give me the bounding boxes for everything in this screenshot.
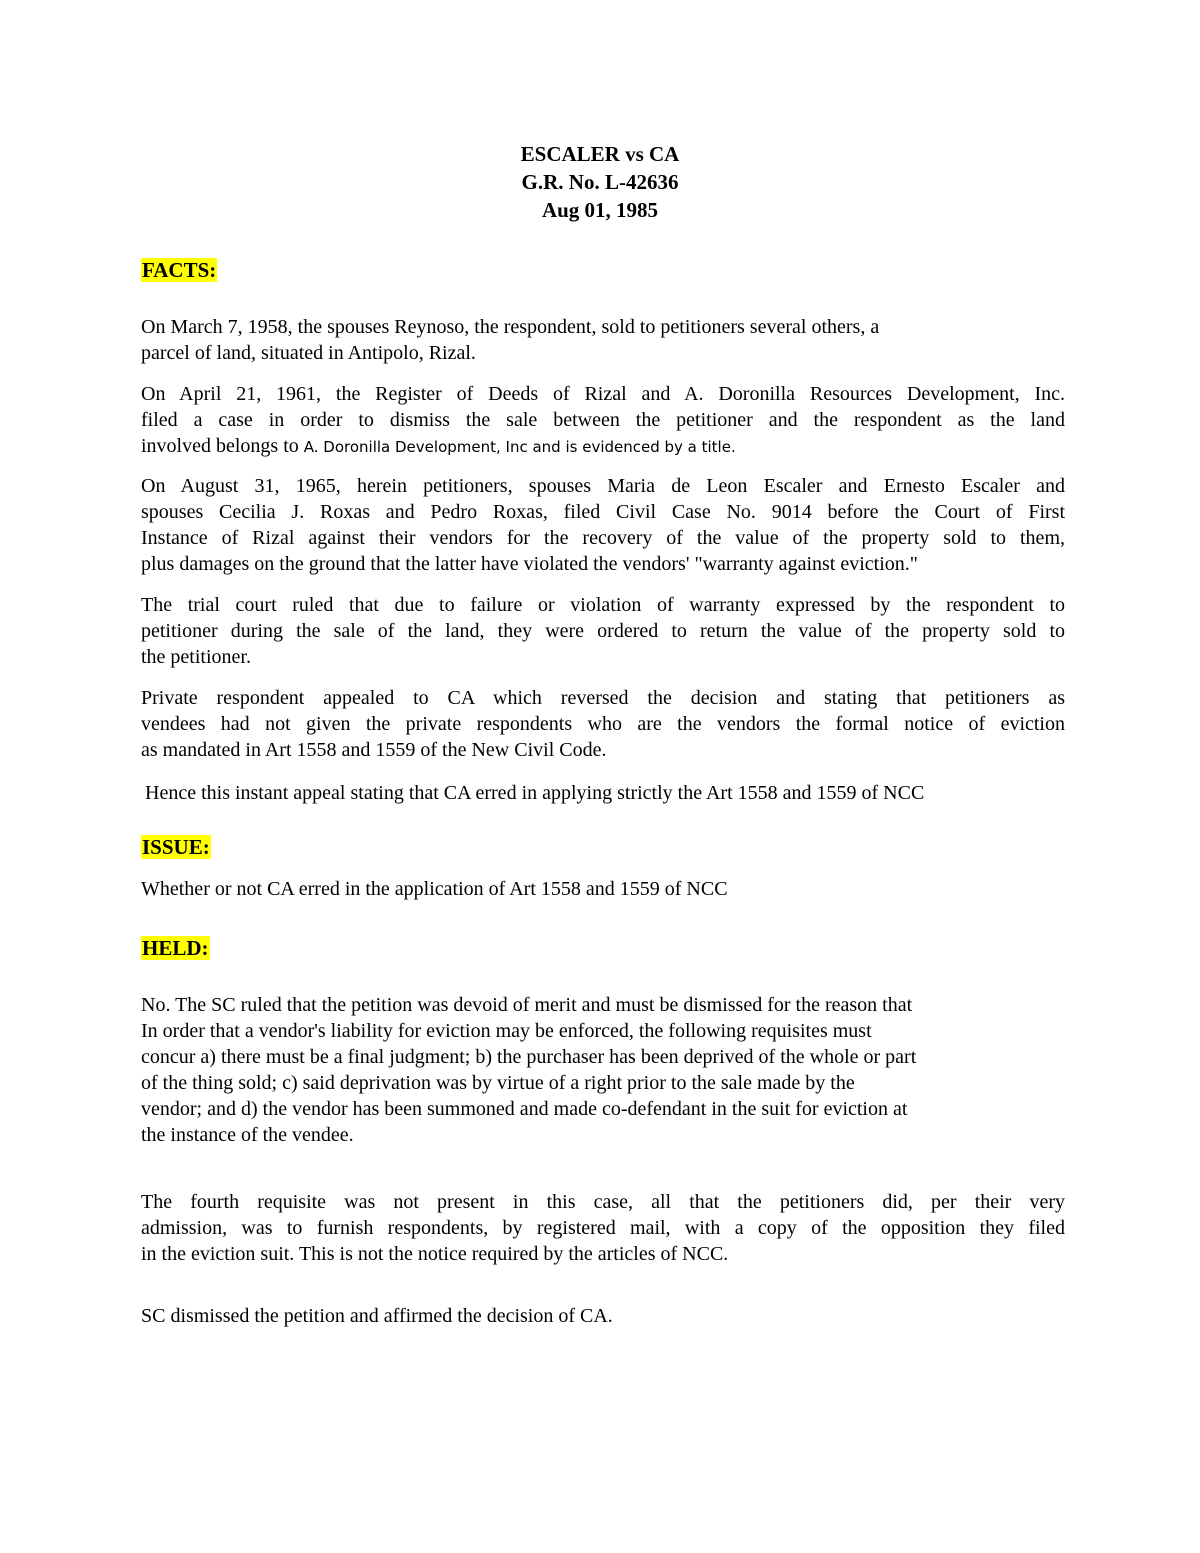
facts-paragraph-2 <box>141 381 1065 460</box>
text-line: On April 21, 1961, the Register of Deeds of Rizal and A. Doronilla Resources Development, Inc. <box>141 383 1065 405</box>
issue-heading <box>141 834 211 860</box>
text-line: Private respondent appealed to CA which reversed the decision and stating that petitioners as <box>141 687 1065 709</box>
facts-heading <box>141 257 217 283</box>
case-title-block <box>0 140 1200 224</box>
facts-heading-label: FACTS: <box>142 258 217 282</box>
issue-paragraph <box>141 876 728 902</box>
text-line: On August 31, 1965, herein petitioners, spouses Maria de Leon Escaler and Ernesto Escaler and <box>141 475 1065 497</box>
text-line: vendees had not given the private respondents who are the vendors the formal notice of eviction <box>141 713 1065 735</box>
facts-paragraph-4 <box>141 592 1065 670</box>
text-line: concur a) there must be a final judgment; b) the purchaser has been deprived of the whole or part <box>141 1046 917 1068</box>
text-line: in the eviction suit. This is not the notice required by the articles of NCC. <box>141 1243 729 1265</box>
text-line: plus damages on the ground that the latter have violated the vendors' "warranty against eviction." <box>141 553 918 575</box>
facts-paragraph-3 <box>141 473 1065 577</box>
text-line: On March 7, 1958, the spouses Reynoso, the respondent, sold to petitioners several others, a <box>141 316 880 338</box>
text-line: the instance of the vendee. <box>141 1124 354 1146</box>
text-line: petitioner during the sale of the land, they were ordered to return the value of the property sold to <box>141 620 1065 642</box>
text-line: spouses Cecilia J. Roxas and Pedro Roxas, filed Civil Case No. 9014 before the Court of First <box>141 501 1065 523</box>
facts-paragraph-1 <box>141 314 879 366</box>
text-line: The trial court ruled that due to failure or violation of warranty expressed by the respondent to <box>141 594 1065 616</box>
text-line <box>141 433 1065 460</box>
text-line: Hence this instant appeal stating that CA erred in applying strictly the Art 1558 and 1559 of NCC <box>145 782 925 804</box>
text-line: admission, was to furnish respondents, by registered mail, with a copy of the opposition they filed <box>141 1217 1065 1239</box>
held-paragraph-2 <box>141 1189 1065 1267</box>
issue-heading-label: ISSUE: <box>142 835 210 859</box>
text-line: as mandated in Art 1558 and 1559 of the New Civil Code. <box>141 739 607 761</box>
text-line-tail: A. Doronilla Development, Inc and is evidenced by a title. <box>303 438 736 456</box>
text-line: vendor; and d) the vendor has been summoned and made co-defendant in the suit for eviction at <box>141 1098 908 1120</box>
held-heading <box>141 935 210 961</box>
text-line: parcel of land, situated in Antipolo, Rizal. <box>141 342 476 364</box>
text-line: The fourth requisite was not present in this case, all that the petitioners did, per their very <box>141 1191 1065 1213</box>
text-line: the petitioner. <box>141 646 251 668</box>
text-line: SC dismissed the petition and affirmed the decision of CA. <box>141 1305 613 1327</box>
case-title: ESCALER vs CA <box>520 142 680 166</box>
text-line: No. The SC ruled that the petition was devoid of merit and must be dismissed for the reason that <box>141 994 913 1016</box>
facts-paragraph-5 <box>141 685 1065 763</box>
held-paragraph-3 <box>141 1303 613 1329</box>
text-line: of the thing sold; c) said deprivation was by virtue of a right prior to the sale made by the <box>141 1072 855 1094</box>
text-line: Whether or not CA erred in the application of Art 1558 and 1559 of NCC <box>141 878 728 900</box>
text-line: filed a case in order to dismiss the sale between the petitioner and the respondent as the land <box>141 409 1065 431</box>
held-paragraph-1 <box>141 992 916 1148</box>
case-date: Aug 01, 1985 <box>541 198 659 222</box>
facts-paragraph-6 <box>145 780 924 806</box>
text-line-start: involved belongs to <box>141 435 299 457</box>
case-number: G.R. No. L-42636 <box>521 170 679 194</box>
text-line: Instance of Rizal against their vendors for the recovery of the value of the property sold to them, <box>141 527 1065 549</box>
text-line: In order that a vendor's liability for eviction may be enforced, the following requisites must <box>141 1020 872 1042</box>
held-heading-label: HELD: <box>142 936 209 960</box>
